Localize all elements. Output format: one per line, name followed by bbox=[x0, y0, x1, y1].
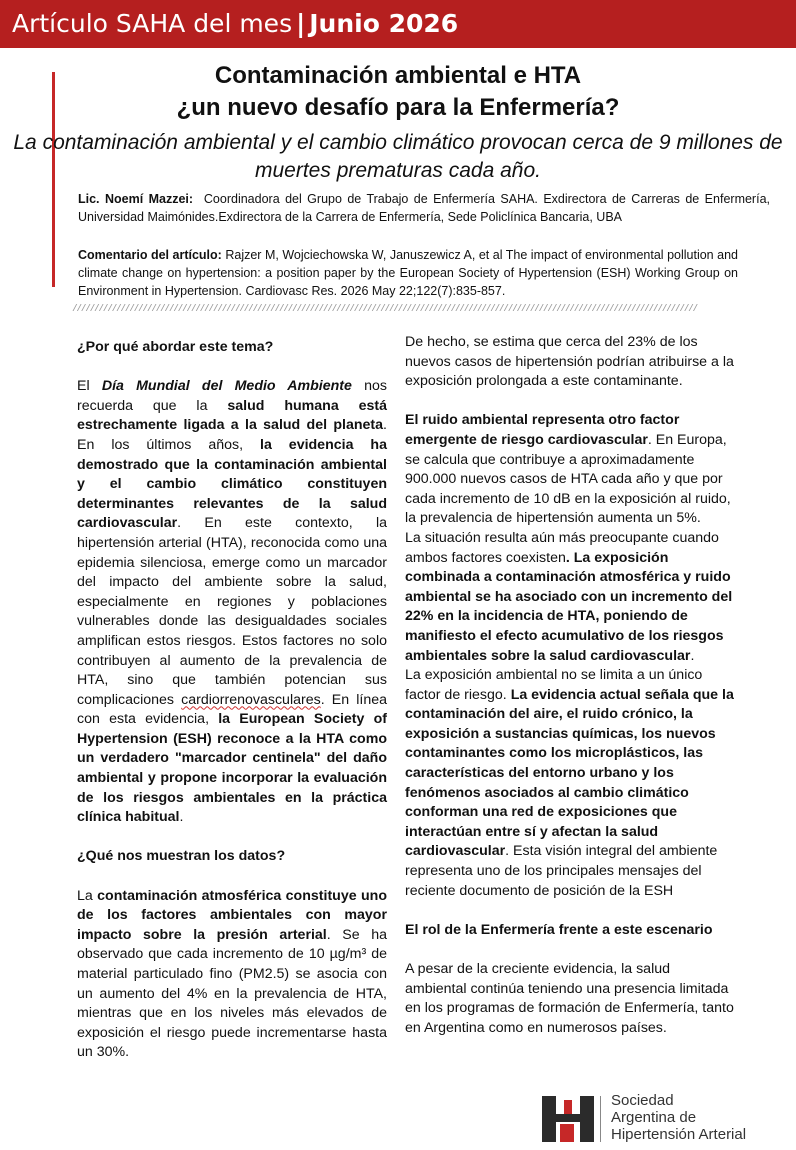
comment-block bbox=[78, 246, 738, 300]
right-column bbox=[405, 333, 735, 1038]
saha-logo bbox=[540, 1092, 780, 1148]
header-separator: | bbox=[296, 9, 306, 38]
paragraph: El Día Mundial del Medio Ambiente nos recuerda que la salud humana está estrechamente ligada a la salud del planeta. En los últimos años, la evidencia ha demostrado que la contaminación ambiental y el cambio climático constituyen determinantes relevantes de la salud cardiovascular. En este contexto, la hipertensión arterial (HTA), reconocida como una epidemia silenciosa, emerge como un marcador del impacto del ambiente sobre la salud, especialmente en regiones y poblaciones vulnerables donde las desigualdades sociales amplifican estos riesgos. Estos factores no solo contribuyen al aumento de la prevalencia de HTA, sino que también potencian sus complicaciones cardiorrenovasculares. En línea con esta evidencia, la European Society of Hypertension (ESH) reconoce a la HTA como un verdadero "marcador centinela" del daño ambiental y propone incorporar la evaluación de los riesgos ambientales en la práctica clínica habitual. bbox=[77, 378, 388, 826]
divider-line: ////////////////////////////////////////////////////////////////////////////////////////////////////////////////////////////////////////////// bbox=[72, 304, 697, 315]
paragraph: A pesar de la creciente evidencia, la salud ambiental continúa teniendo una presencia limitada en los programas de formación de Enfermería, tanto en Argentina como en numerosos países. bbox=[405, 961, 734, 1036]
left-column bbox=[77, 338, 387, 1063]
comment-label: Comentario del artículo: bbox=[78, 248, 222, 262]
header-banner bbox=[0, 0, 796, 48]
paragraph: La exposición ambiental no se limita a un único factor de riesgo. La evidencia actual señala que la contaminación del aire, el ruido crónico, la exposición a sustancias químicas, los nuevos contaminantes como los microplásticos, las características del entorno urbano y los fenómenos asociados al cambio climático conforman una red de exposiciones que interactúan entre sí y afectan la salud cardiovascular. Esta visión integral del ambiente representa uno de los principales mensajes del reciente documento de posición de la ESH bbox=[405, 667, 734, 899]
logo-line1: Sociedad bbox=[611, 1092, 674, 1109]
author-name: Lic. Noemí Mazzei: bbox=[78, 192, 194, 206]
comment-text: Rajzer M, Wojciechowska W, Januszewicz A, et al The impact of environmental pollution and climate change on hypertension: a position paper by the European Society of Hypertension (ESH) Working Group on Environment in Hypertension. Cardiovasc Res. 2026 May 22;122(7):835-857. bbox=[78, 248, 738, 298]
page-title-line1: Contaminación ambiental e HTA bbox=[214, 62, 582, 89]
section-heading: ¿Qué nos muestran los datos? bbox=[77, 848, 286, 865]
logo-line3: Hipertensión Arterial bbox=[611, 1126, 747, 1143]
section-heading: El rol de la Enfermería frente a este escenario bbox=[405, 921, 713, 938]
page-subtitle: La contaminación ambiental y el cambio climático provocan cerca de 9 millones de muertes prematuras cada año. bbox=[13, 131, 783, 182]
section-heading: ¿Por qué abordar este tema? bbox=[77, 339, 274, 355]
spellcheck-word: cardiorrenovasculares bbox=[181, 691, 321, 708]
author-bio: Coordinadora del Grupo de Trabajo de Enfermería SAHA. Exdirectora de Carreras de Enfermería, Universidad Maimónides.Exdirectora de la Carrera de Enfermería, Sede Policlínica Bancaria, UBA bbox=[78, 192, 770, 224]
header-section: Artículo SAHA del mes bbox=[12, 9, 293, 38]
page-title-line2: ¿un nuevo desafío para la Enfermería? bbox=[176, 94, 620, 121]
logo-text bbox=[611, 1092, 791, 1143]
header-month: Junio 2026 bbox=[309, 9, 459, 38]
author-block bbox=[78, 190, 770, 226]
logo-divider bbox=[600, 1096, 601, 1142]
paragraph: De hecho, se estima que cerca del 23% de los nuevos casos de hipertensión podrían atribuirse a la exposición prolongada a este contaminante. bbox=[405, 334, 734, 390]
logo-line2: Argentina de bbox=[611, 1109, 697, 1126]
paragraph: La contaminación atmosférica constituye uno de los factores ambientales con mayor impacto sobre la presión arterial. Se ha observado que cada incremento de 10 µg/m³ de material particulado fino (PM2.5) se asocia con un aumento del 4% en la prevalencia de HTA, mientras que en los niveles más elevados de exposición el riesgo puede incrementarse hasta un 30%. bbox=[77, 887, 387, 1061]
saha-logo-mark-icon bbox=[540, 1094, 600, 1144]
paragraph: El ruido ambiental representa otro factor emergente de riesgo cardiovascular. En Europa, se calcula que contribuye a aproximadamente 900.000 nuevos casos de HTA cada año y que por cada incremento de 10 dB en la exposición al ruido, la prevalencia de hipertensión aumenta un 5%. bbox=[405, 412, 731, 527]
paragraph: La situación resulta aún más preocupante cuando ambos factores coexisten. La exposición combinada a contaminación atmosférica y ruido ambiental se ha asociado con un incremento del 22% en la incidencia de HTA, poniendo de manifiesto el efecto acumulativo de los riesgos ambientales sobre la salud cardiovascular. bbox=[405, 529, 733, 664]
